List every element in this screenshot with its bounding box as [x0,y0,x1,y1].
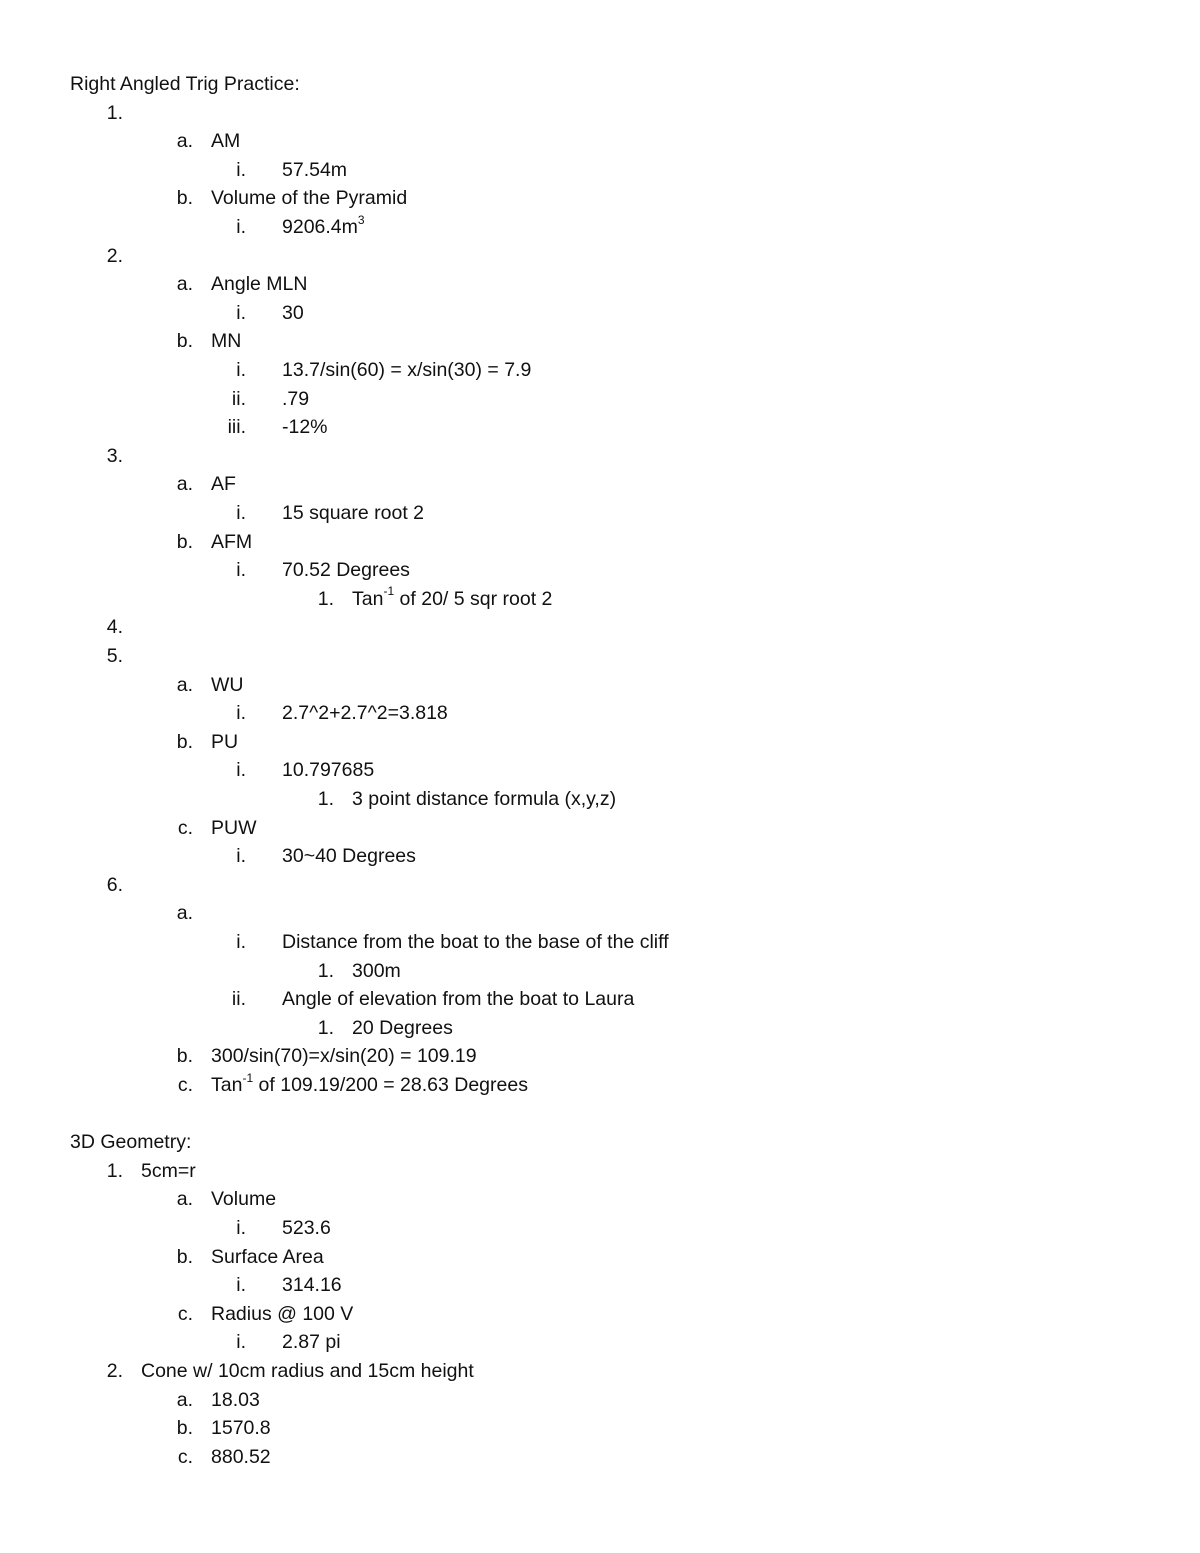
list-item-text: 30 [282,301,304,324]
section-heading-text: Right Angled Trig Practice: [70,73,300,95]
list-marker: b. [176,1417,193,1440]
list-marker: ii. [231,988,246,1011]
list-item-text: 300/sin(70)=x/sin(20) = 109.19 [211,1045,477,1068]
list-item-text: Angle of elevation from the boat to Laura [282,988,635,1011]
section-heading-text: 3D Geometry: [70,1131,192,1154]
list-marker: 3. [106,444,123,467]
list-item-text: 20 Degrees [352,1016,453,1039]
list-marker: c. [177,1302,193,1325]
list-item-text: 523.6 [282,1217,331,1239]
list-item-text: Tan$^{-1}$ of 109.19/200 = 28.63 Degrees [211,1070,528,1096]
list-item-text: Volume of the Pyramid [211,187,408,210]
list-item-text: AFM [211,530,253,553]
list-item-text: 13.7/sin(60) = x/sin(30) = 7.9 [282,359,532,381]
superscript: -1 [242,1070,254,1085]
list-marker: i. [236,301,246,324]
list-marker: b. [176,730,193,753]
list-item-text: PUW [211,816,257,839]
list-marker: a. [176,1188,193,1211]
list-marker: 2. [106,244,123,267]
superscript: 3 [357,212,365,227]
list-item-text: Cone w/ 10cm radius and 15cm height [141,1360,474,1382]
list-marker: 6. [106,873,123,896]
list-marker: a. [176,1388,193,1411]
list-marker: a. [176,902,193,925]
list-marker: i. [236,158,246,181]
list-item-text: 15 square root 2 [282,502,425,524]
list-marker: a. [176,473,193,496]
list-item-text: 57.54m [282,158,348,181]
list-marker: b. [176,1045,193,1068]
list-marker: i. [236,931,246,953]
list-marker: ii. [231,387,246,410]
list-item-text: 30~40 Degrees [282,845,416,868]
list-item-text: PU [211,730,239,753]
list-marker: 1. [317,788,334,810]
list-marker: b. [176,187,193,210]
list-item-text: Distance from the boat to the base of the cliff [282,931,669,953]
list-marker: i. [236,1331,246,1354]
list-marker: i. [236,702,246,725]
list-marker: c. [177,1445,193,1468]
list-item-text: 2.87 pi [282,1331,341,1354]
list-marker: 2. [106,1360,123,1382]
list-marker: 4. [106,616,123,639]
list-item-text: Tan$^{-1}$ of 20/ 5 sqr root 2 [352,584,553,610]
list-item-text: Surface Area [211,1245,324,1268]
list-marker: i. [236,216,246,238]
list-item-text: 5cm=r [141,1159,196,1182]
list-marker: c. [177,816,193,839]
list-marker: 1. [317,1016,334,1039]
list-item-text: 2.7^2+2.7^2=3.818 [282,702,448,725]
list-marker: i. [236,502,246,524]
list-item-text: 10.797685 [282,759,375,782]
list-marker: 1. [317,587,334,610]
list-marker: c. [177,1074,193,1096]
list-marker: i. [236,1274,246,1297]
list-marker: 1. [317,959,334,982]
superscript: -1 [383,584,395,599]
list-marker: a. [176,673,193,696]
list-item-text: .79 [282,387,310,410]
list-item-text: Angle MLN [211,273,308,296]
list-marker: b. [176,1245,193,1268]
list-marker: iii. [227,416,246,439]
list-item-text: AM [211,130,241,153]
list-item-text: MN [211,330,242,353]
list-marker: i. [236,845,246,868]
list-item-text: 70.52 Degrees [282,559,410,582]
list-item-text: WU [211,673,244,696]
list-marker: a. [176,130,193,153]
list-item-text: 3 point distance formula (x,y,z) [352,788,617,810]
list-item-text: Radius @ 100 V [211,1302,354,1325]
list-item-text: 300m [352,959,401,982]
list-item-text: Volume [211,1188,277,1211]
list-marker: i. [236,1217,246,1239]
list-item-text: 1570.8 [211,1417,271,1440]
list-item-text: 880.52 [211,1445,271,1468]
list-marker: b. [176,330,193,353]
list-item-text: AF [211,473,236,496]
list-marker: b. [176,530,193,553]
list-marker: a. [176,273,193,296]
list-marker: 1. [106,1159,123,1182]
list-item-text: 18.03 [211,1388,260,1411]
list-item-text: $9206.4m^3$ [282,212,365,238]
list-marker: i. [236,559,246,582]
list-item-text: -12% [282,416,328,439]
list-marker: 1. [106,101,123,124]
list-item-text: 314.16 [282,1274,342,1297]
list-marker: i. [236,759,246,782]
list-marker: i. [236,359,246,381]
list-marker: 5. [106,645,123,667]
